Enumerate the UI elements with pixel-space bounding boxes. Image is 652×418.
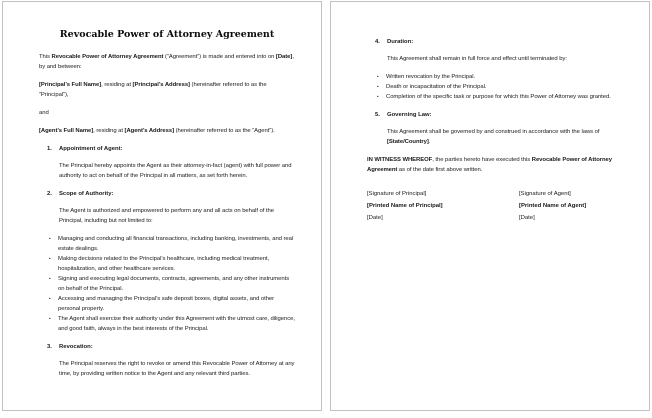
bold-text-run: [Agent’s Address] bbox=[124, 128, 174, 134]
bold-text-run: [State/Country] bbox=[387, 139, 429, 145]
bold-text-run: Revocable Power of Attorney Agreement bbox=[51, 54, 164, 60]
bold-text-run: IN WITNESS WHEREOF bbox=[367, 157, 433, 163]
bullet-item bbox=[49, 314, 295, 334]
text-run: (hereinafter referred to as the “Agent”). bbox=[174, 128, 275, 134]
bullet-item bbox=[49, 274, 295, 294]
numbered-heading bbox=[47, 144, 295, 154]
paragraph bbox=[59, 161, 295, 181]
bullet-icon: • bbox=[49, 276, 51, 281]
text-run: [Date] bbox=[367, 215, 383, 221]
signature-line bbox=[519, 200, 586, 212]
paragraph bbox=[39, 52, 295, 72]
bold-text-run: [Date] bbox=[275, 54, 293, 60]
text-run: . bbox=[428, 139, 431, 145]
text-run: , by and between: bbox=[39, 54, 294, 70]
bullet-icon: • bbox=[49, 316, 51, 321]
list-number: 5. bbox=[375, 112, 380, 118]
bullet-item bbox=[49, 234, 295, 254]
bold-text-run: [Agent’s Full Name] bbox=[39, 128, 94, 134]
bullet-icon: • bbox=[49, 236, 51, 241]
numbered-heading bbox=[47, 342, 295, 352]
text-run: This bbox=[39, 54, 52, 60]
signature-line bbox=[519, 212, 586, 224]
paragraph bbox=[39, 126, 295, 136]
heading-label: Scope of Authority: bbox=[59, 191, 114, 197]
text-run: The Principal reserves the right to revoke or amend this Revocable Power of Attorney at any time, by providing written notice to the Agent and any relevant third parties. bbox=[59, 361, 295, 377]
text-run: , residing at bbox=[93, 128, 125, 134]
paragraph bbox=[367, 155, 623, 175]
signature-line bbox=[519, 188, 586, 200]
text-run: , residing at bbox=[101, 82, 133, 88]
text-run: The Agent is authorized and empowered to perform any and all acts on behalf of the Principal, including but not limited to: bbox=[59, 208, 274, 224]
bullet-text: The Agent shall exercise their authority under this Agreement with the utmost care, diligence, and good faith, always in the best interests of the Principal. bbox=[58, 316, 295, 332]
text-run: [Signature of Agent] bbox=[519, 191, 571, 197]
signature-line bbox=[367, 212, 519, 224]
numbered-heading bbox=[375, 37, 623, 47]
text-run: This Agreement shall be governed by and construed in accordance with the laws of bbox=[387, 129, 600, 135]
bullet-item bbox=[377, 72, 623, 82]
document-title: Revocable Power of Attorney Agreement bbox=[59, 29, 275, 40]
paragraph bbox=[39, 80, 295, 100]
signature-column-principal bbox=[367, 188, 519, 224]
bullet-icon: • bbox=[377, 74, 379, 79]
heading-label: Appointment of Agent: bbox=[59, 146, 123, 152]
list-number: 3. bbox=[47, 344, 52, 350]
bold-text-run: [Principal’s Full Name] bbox=[39, 82, 102, 88]
signature-line bbox=[367, 200, 519, 212]
page-1-content bbox=[39, 52, 295, 379]
heading-label: Governing Law: bbox=[387, 112, 432, 118]
list-number: 2. bbox=[47, 191, 52, 197]
bullet-item bbox=[49, 294, 295, 314]
paragraph bbox=[39, 108, 295, 118]
text-run: , the parties hereto have executed this bbox=[432, 157, 532, 163]
paragraph bbox=[59, 359, 295, 379]
page-1 bbox=[2, 1, 322, 411]
paragraph bbox=[387, 127, 623, 147]
signature-block bbox=[367, 188, 623, 224]
bullet-text: Written revocation by the Principal. bbox=[386, 74, 476, 80]
bullet-text: Completion of the specific task or purpose for which this Power of Attorney was granted. bbox=[386, 94, 611, 100]
list-number: 4. bbox=[375, 39, 380, 45]
text-run: as of the date first above written. bbox=[397, 167, 483, 173]
heading-label: Duration: bbox=[387, 39, 414, 45]
text-run: and bbox=[39, 110, 49, 116]
bullet-item bbox=[377, 82, 623, 92]
text-run: (“Agreement”) is made and entered into on bbox=[163, 54, 276, 60]
bold-text-run: [Principal’s Address] bbox=[132, 82, 190, 88]
bullet-list bbox=[377, 72, 623, 102]
numbered-heading bbox=[375, 110, 623, 120]
bullet-icon: • bbox=[49, 256, 51, 261]
paragraph bbox=[59, 206, 295, 226]
bullet-icon: • bbox=[377, 94, 379, 99]
bullet-item bbox=[49, 254, 295, 274]
bullet-icon: • bbox=[49, 296, 51, 301]
text-run: The Principal hereby appoints the Agent as their attorney-in-fact (agent) with full power and authority to act on behalf of the Principal in all matters, as set forth herein. bbox=[59, 163, 292, 179]
bold-text-run: [Printed Name of Agent] bbox=[519, 203, 587, 209]
bold-text-run: Revocable Power of Attorney Agreement bbox=[367, 157, 612, 173]
text-run: [Date] bbox=[519, 215, 535, 221]
text-run: [Signature of Principal] bbox=[367, 191, 427, 197]
bullet-text: Signing and executing legal documents, contracts, agreements, and any other instruments on behalf of the Principal. bbox=[58, 276, 290, 292]
page-2 bbox=[330, 1, 650, 411]
signature-line bbox=[367, 188, 519, 200]
signature-column-agent bbox=[519, 188, 586, 224]
text-run: This Agreement shall remain in full force and effect until terminated by: bbox=[387, 56, 567, 62]
page-2-content bbox=[367, 37, 623, 224]
paragraph bbox=[387, 54, 623, 64]
bullet-list bbox=[49, 234, 295, 334]
heading-label: Revocation: bbox=[59, 344, 93, 350]
bullet-icon: • bbox=[377, 84, 379, 89]
bullet-item bbox=[377, 92, 623, 102]
text-run: (hereinafter referred to as the “Principal”), bbox=[39, 82, 267, 98]
bullet-text: Death or incapacitation of the Principal. bbox=[386, 84, 487, 90]
bullet-text: Accessing and managing the Principal’s safe deposit boxes, digital assets, and other personal property. bbox=[58, 296, 275, 312]
bold-text-run: [Printed Name of Principal] bbox=[367, 203, 443, 209]
bullet-text: Making decisions related to the Principal’s healthcare, including medical treatment, hospitalization, and other healthcare services. bbox=[58, 256, 270, 272]
list-number: 1. bbox=[47, 146, 52, 152]
bullet-text: Managing and conducting all financial transactions, including banking, investments, and real estate dealings. bbox=[58, 236, 294, 252]
numbered-heading bbox=[47, 189, 295, 199]
